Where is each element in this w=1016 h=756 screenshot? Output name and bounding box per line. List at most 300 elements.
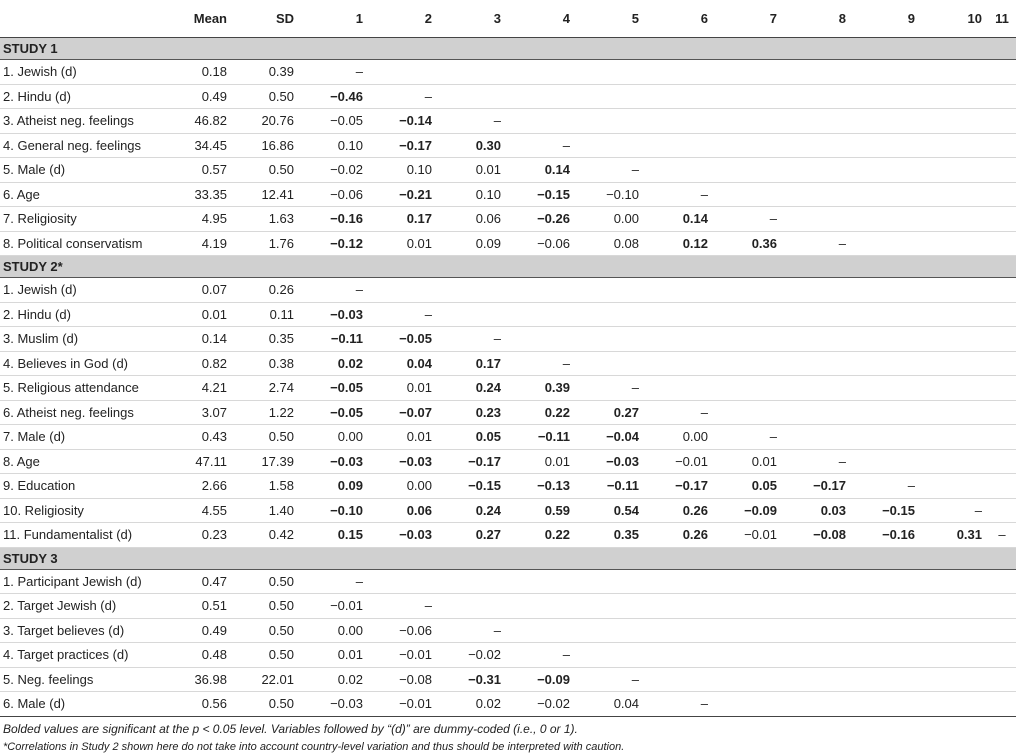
sd-value: 22.01	[232, 667, 299, 692]
empty-cell	[987, 474, 1016, 499]
correlation-cell: 0.09	[299, 474, 368, 499]
correlation-cell: 0.24	[437, 498, 506, 523]
mean-value: 4.95	[172, 207, 232, 232]
empty-cell	[987, 569, 1016, 594]
variable-label: 1. Jewish (d)	[0, 278, 172, 303]
sd-value: 20.76	[232, 109, 299, 134]
empty-cell	[782, 278, 851, 303]
empty-cell	[782, 84, 851, 109]
empty-cell	[575, 60, 644, 85]
empty-cell	[437, 569, 506, 594]
empty-cell	[575, 351, 644, 376]
correlation-cell: 0.03	[782, 498, 851, 523]
correlation-cell: −0.03	[299, 449, 368, 474]
empty-cell	[987, 278, 1016, 303]
correlation-cell: −0.01	[368, 692, 437, 717]
empty-cell	[437, 278, 506, 303]
empty-cell	[920, 278, 987, 303]
empty-cell	[782, 207, 851, 232]
correlation-cell: −0.06	[299, 182, 368, 207]
correlation-cell: 0.10	[437, 182, 506, 207]
empty-cell	[920, 449, 987, 474]
mean-value: 0.51	[172, 594, 232, 619]
sd-value: 17.39	[232, 449, 299, 474]
sd-value: 1.76	[232, 231, 299, 256]
empty-cell	[920, 327, 987, 352]
empty-cell	[644, 60, 713, 85]
empty-cell	[987, 327, 1016, 352]
sd-value: 0.50	[232, 569, 299, 594]
correlation-cell: –	[506, 133, 575, 158]
empty-cell	[851, 594, 920, 619]
table-body	[0, 38, 1016, 717]
variable-label: 7. Male (d)	[0, 425, 172, 450]
empty-cell	[713, 618, 782, 643]
correlation-cell: −0.05	[299, 400, 368, 425]
section-title: STUDY 2*	[0, 256, 1016, 278]
empty-cell	[713, 594, 782, 619]
table-row	[0, 594, 1016, 619]
empty-cell	[575, 84, 644, 109]
sd-value: 1.22	[232, 400, 299, 425]
empty-cell	[713, 133, 782, 158]
table-row	[0, 351, 1016, 376]
correlation-cell: −0.01	[368, 643, 437, 668]
variable-label: 3. Atheist neg. feelings	[0, 109, 172, 134]
header-row	[0, 0, 1016, 38]
empty-cell	[644, 327, 713, 352]
correlation-cell: –	[299, 278, 368, 303]
empty-cell	[987, 376, 1016, 401]
empty-cell	[987, 400, 1016, 425]
empty-cell	[437, 302, 506, 327]
correlation-cell: 0.22	[506, 400, 575, 425]
variable-label: 4. Target practices (d)	[0, 643, 172, 668]
correlation-cell: 0.01	[299, 643, 368, 668]
empty-cell	[713, 158, 782, 183]
empty-cell	[782, 643, 851, 668]
empty-cell	[987, 302, 1016, 327]
correlation-cell: 0.54	[575, 498, 644, 523]
correlation-cell: −0.02	[299, 158, 368, 183]
header-col-9: 9	[851, 0, 920, 38]
empty-cell	[987, 231, 1016, 256]
correlation-cell: 0.39	[506, 376, 575, 401]
empty-cell	[851, 84, 920, 109]
correlation-cell: −0.02	[437, 643, 506, 668]
correlation-cell: 0.10	[299, 133, 368, 158]
empty-cell	[920, 133, 987, 158]
variable-label: 6. Male (d)	[0, 692, 172, 717]
empty-cell	[782, 400, 851, 425]
empty-cell	[782, 667, 851, 692]
empty-cell	[987, 425, 1016, 450]
empty-cell	[851, 158, 920, 183]
variable-label: 11. Fundamentalist (d)	[0, 523, 172, 548]
sd-value: 0.50	[232, 618, 299, 643]
empty-cell	[644, 643, 713, 668]
correlation-cell: 0.00	[575, 207, 644, 232]
empty-cell	[644, 133, 713, 158]
variable-label: 4. General neg. feelings	[0, 133, 172, 158]
correlation-cell: −0.26	[506, 207, 575, 232]
empty-cell	[713, 302, 782, 327]
correlation-cell: −0.03	[299, 302, 368, 327]
correlation-cell: 0.26	[644, 523, 713, 548]
correlation-cell: 0.12	[644, 231, 713, 256]
header-col-8: 8	[782, 0, 851, 38]
correlation-cell: –	[368, 84, 437, 109]
empty-cell	[644, 278, 713, 303]
empty-cell	[782, 327, 851, 352]
correlation-cell: 0.01	[368, 231, 437, 256]
empty-cell	[782, 351, 851, 376]
mean-value: 0.14	[172, 327, 232, 352]
empty-cell	[575, 643, 644, 668]
table-row	[0, 182, 1016, 207]
correlation-cell: –	[782, 231, 851, 256]
table-row	[0, 618, 1016, 643]
empty-cell	[782, 60, 851, 85]
variable-label: 3. Muslim (d)	[0, 327, 172, 352]
correlation-cell: –	[644, 182, 713, 207]
empty-cell	[644, 302, 713, 327]
correlation-cell: −0.03	[575, 449, 644, 474]
header-col-1: 1	[299, 0, 368, 38]
empty-cell	[782, 158, 851, 183]
sd-value: 1.40	[232, 498, 299, 523]
empty-cell	[506, 302, 575, 327]
mean-value: 46.82	[172, 109, 232, 134]
correlation-cell: −0.11	[506, 425, 575, 450]
correlation-cell: –	[506, 351, 575, 376]
correlation-cell: –	[437, 618, 506, 643]
correlation-cell: −0.08	[782, 523, 851, 548]
variable-label: 9. Education	[0, 474, 172, 499]
empty-cell	[920, 182, 987, 207]
correlation-cell: 0.09	[437, 231, 506, 256]
variable-label: 1. Participant Jewish (d)	[0, 569, 172, 594]
empty-cell	[644, 618, 713, 643]
empty-cell	[782, 692, 851, 717]
table-notes	[0, 720, 1016, 756]
correlation-cell: 0.26	[644, 498, 713, 523]
empty-cell	[506, 327, 575, 352]
empty-cell	[713, 569, 782, 594]
empty-cell	[506, 569, 575, 594]
correlation-cell: –	[920, 498, 987, 523]
variable-label: 8. Political conservatism	[0, 231, 172, 256]
header-col-3: 3	[437, 0, 506, 38]
empty-cell	[575, 569, 644, 594]
correlation-cell: −0.15	[506, 182, 575, 207]
correlation-cell: −0.09	[713, 498, 782, 523]
empty-cell	[644, 376, 713, 401]
correlation-cell: –	[299, 60, 368, 85]
correlation-cell: 0.01	[368, 425, 437, 450]
empty-cell	[713, 400, 782, 425]
correlation-cell: 0.35	[575, 523, 644, 548]
empty-cell	[851, 618, 920, 643]
table-row	[0, 692, 1016, 717]
mean-value: 0.07	[172, 278, 232, 303]
empty-cell	[713, 278, 782, 303]
correlation-cell: −0.09	[506, 667, 575, 692]
sd-value: 0.50	[232, 425, 299, 450]
empty-cell	[437, 84, 506, 109]
correlation-cell: −0.11	[575, 474, 644, 499]
correlation-cell: 0.24	[437, 376, 506, 401]
correlation-cell: −0.01	[713, 523, 782, 548]
empty-cell	[920, 376, 987, 401]
sd-value: 0.11	[232, 302, 299, 327]
variable-label: 4. Believes in God (d)	[0, 351, 172, 376]
empty-cell	[987, 84, 1016, 109]
empty-cell	[987, 60, 1016, 85]
header-sd: SD	[232, 0, 299, 38]
header-col-2: 2	[368, 0, 437, 38]
empty-cell	[782, 425, 851, 450]
empty-cell	[851, 207, 920, 232]
mean-value: 3.07	[172, 400, 232, 425]
table-row	[0, 523, 1016, 548]
header-col-11: 11	[987, 0, 1016, 38]
correlation-cell: 0.31	[920, 523, 987, 548]
empty-cell	[713, 376, 782, 401]
correlation-cell: −0.03	[368, 523, 437, 548]
empty-cell	[437, 60, 506, 85]
empty-cell	[713, 643, 782, 668]
correlation-cell: 0.36	[713, 231, 782, 256]
header-col-10: 10	[920, 0, 987, 38]
sd-value: 2.74	[232, 376, 299, 401]
variable-label: 2. Target Jewish (d)	[0, 594, 172, 619]
empty-cell	[644, 667, 713, 692]
correlation-cell: 0.00	[644, 425, 713, 450]
empty-cell	[920, 400, 987, 425]
empty-cell	[713, 351, 782, 376]
table-row	[0, 60, 1016, 85]
correlation-cell: 0.05	[437, 425, 506, 450]
correlation-cell: −0.12	[299, 231, 368, 256]
variable-label: 10. Religiosity	[0, 498, 172, 523]
table-row	[0, 278, 1016, 303]
empty-cell	[575, 618, 644, 643]
correlation-cell: −0.14	[368, 109, 437, 134]
correlation-cell: −0.16	[851, 523, 920, 548]
correlation-cell: −0.21	[368, 182, 437, 207]
correlation-cell: –	[437, 327, 506, 352]
variable-label: 2. Hindu (d)	[0, 84, 172, 109]
correlation-cell: 0.23	[437, 400, 506, 425]
section-title: STUDY 3	[0, 547, 1016, 569]
correlation-cell: 0.17	[437, 351, 506, 376]
table-row	[0, 109, 1016, 134]
correlation-cell: 0.17	[368, 207, 437, 232]
empty-cell	[920, 643, 987, 668]
mean-value: 0.23	[172, 523, 232, 548]
correlation-cell: −0.06	[506, 231, 575, 256]
sd-value: 1.58	[232, 474, 299, 499]
correlation-cell: 0.00	[299, 618, 368, 643]
correlation-cell: 0.14	[644, 207, 713, 232]
sd-value: 0.50	[232, 643, 299, 668]
mean-value: 0.48	[172, 643, 232, 668]
empty-cell	[987, 667, 1016, 692]
variable-label: 5. Neg. feelings	[0, 667, 172, 692]
header-col-4: 4	[506, 0, 575, 38]
mean-value: 4.55	[172, 498, 232, 523]
section-header	[0, 547, 1016, 569]
empty-cell	[987, 207, 1016, 232]
empty-cell	[644, 109, 713, 134]
sd-value: 0.50	[232, 594, 299, 619]
empty-cell	[987, 643, 1016, 668]
correlation-cell: −0.17	[368, 133, 437, 158]
variable-label: 6. Age	[0, 182, 172, 207]
mean-value: 4.21	[172, 376, 232, 401]
empty-cell	[987, 109, 1016, 134]
empty-cell	[851, 351, 920, 376]
table-row	[0, 302, 1016, 327]
empty-cell	[920, 594, 987, 619]
correlation-cell: –	[299, 569, 368, 594]
empty-cell	[851, 182, 920, 207]
table-row	[0, 449, 1016, 474]
table-row	[0, 327, 1016, 352]
empty-cell	[368, 278, 437, 303]
empty-cell	[851, 692, 920, 717]
empty-cell	[851, 667, 920, 692]
correlation-cell: –	[368, 302, 437, 327]
correlation-cell: −0.03	[368, 449, 437, 474]
correlation-cell: 0.04	[368, 351, 437, 376]
header-col-7: 7	[713, 0, 782, 38]
empty-cell	[575, 302, 644, 327]
correlation-cell: −0.02	[506, 692, 575, 717]
correlation-cell: −0.11	[299, 327, 368, 352]
empty-cell	[644, 351, 713, 376]
sd-value: 0.26	[232, 278, 299, 303]
empty-cell	[506, 84, 575, 109]
section-header	[0, 256, 1016, 278]
correlation-cell: 0.06	[437, 207, 506, 232]
empty-cell	[987, 594, 1016, 619]
correlation-cell: –	[782, 449, 851, 474]
empty-cell	[920, 84, 987, 109]
empty-cell	[920, 692, 987, 717]
empty-cell	[920, 618, 987, 643]
sd-value: 0.50	[232, 692, 299, 717]
sd-value: 0.35	[232, 327, 299, 352]
correlation-cell: 0.01	[506, 449, 575, 474]
empty-cell	[713, 667, 782, 692]
empty-cell	[575, 278, 644, 303]
correlation-cell: −0.01	[644, 449, 713, 474]
empty-cell	[506, 594, 575, 619]
correlation-cell: 0.02	[299, 667, 368, 692]
empty-cell	[851, 109, 920, 134]
table-row	[0, 474, 1016, 499]
empty-cell	[987, 158, 1016, 183]
table-row	[0, 84, 1016, 109]
empty-cell	[644, 569, 713, 594]
empty-cell	[851, 449, 920, 474]
correlation-cell: 0.27	[437, 523, 506, 548]
empty-cell	[368, 569, 437, 594]
correlation-cell: −0.07	[368, 400, 437, 425]
empty-cell	[851, 278, 920, 303]
empty-cell	[851, 643, 920, 668]
empty-cell	[713, 327, 782, 352]
table-row	[0, 158, 1016, 183]
empty-cell	[851, 569, 920, 594]
table-row	[0, 376, 1016, 401]
empty-cell	[920, 351, 987, 376]
correlation-cell: –	[575, 158, 644, 183]
correlation-cell: –	[575, 667, 644, 692]
sd-value: 0.50	[232, 158, 299, 183]
variable-label: 2. Hindu (d)	[0, 302, 172, 327]
correlation-cell: −0.10	[575, 182, 644, 207]
empty-cell	[506, 60, 575, 85]
empty-cell	[575, 109, 644, 134]
empty-cell	[920, 158, 987, 183]
sd-value: 0.42	[232, 523, 299, 548]
correlation-cell: –	[644, 400, 713, 425]
empty-cell	[920, 569, 987, 594]
correlation-cell: –	[575, 376, 644, 401]
empty-cell	[782, 594, 851, 619]
correlation-cell: −0.17	[644, 474, 713, 499]
header-variable	[0, 0, 172, 38]
correlation-cell: –	[851, 474, 920, 499]
correlation-cell: –	[987, 523, 1016, 548]
empty-cell	[644, 594, 713, 619]
variable-label: 3. Target believes (d)	[0, 618, 172, 643]
correlation-cell: 0.15	[299, 523, 368, 548]
mean-value: 4.19	[172, 231, 232, 256]
mean-value: 0.18	[172, 60, 232, 85]
correlation-cell: –	[437, 109, 506, 134]
table-row	[0, 207, 1016, 232]
correlation-cell: −0.03	[299, 692, 368, 717]
mean-value: 0.82	[172, 351, 232, 376]
empty-cell	[920, 109, 987, 134]
correlation-cell: 0.01	[713, 449, 782, 474]
empty-cell	[575, 133, 644, 158]
correlation-cell: –	[713, 425, 782, 450]
empty-cell	[437, 594, 506, 619]
empty-cell	[987, 498, 1016, 523]
correlation-cell: −0.46	[299, 84, 368, 109]
correlation-cell: −0.16	[299, 207, 368, 232]
correlation-cell: –	[368, 594, 437, 619]
empty-cell	[920, 207, 987, 232]
note-significance: Bolded values are significant at the p < 0.05 level. Variables followed by “(d)” are dummy-coded (i.e., 0 or 1).	[3, 721, 578, 736]
table-row	[0, 667, 1016, 692]
sd-value: 12.41	[232, 182, 299, 207]
table-row	[0, 231, 1016, 256]
empty-cell	[713, 84, 782, 109]
empty-cell	[575, 594, 644, 619]
empty-cell	[644, 158, 713, 183]
empty-cell	[506, 109, 575, 134]
correlation-cell: −0.15	[851, 498, 920, 523]
empty-cell	[713, 182, 782, 207]
correlation-cell: −0.05	[299, 376, 368, 401]
header-col-5: 5	[575, 0, 644, 38]
